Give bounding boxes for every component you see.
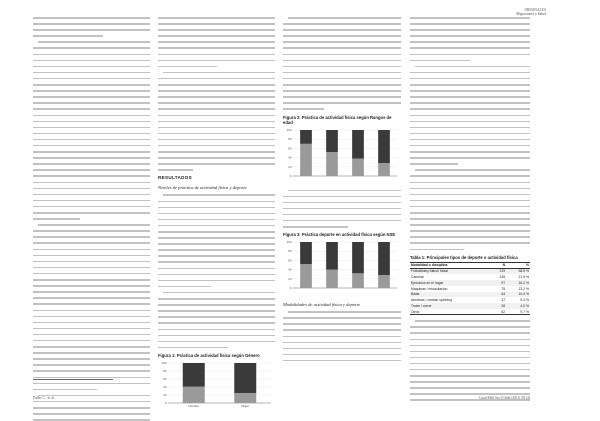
table-cell: 9.7 %: [506, 309, 530, 315]
table-cell: Ejercicios en el hogar: [410, 280, 492, 286]
y-tick-label: 40: [288, 155, 292, 160]
figure-3-chart: [283, 239, 401, 297]
y-tick-label: 80: [288, 249, 292, 254]
table-cell: Trotar / correr: [410, 303, 492, 309]
column-2: [158, 17, 275, 417]
y-tick-label: 40: [163, 384, 167, 389]
bar-segment: [300, 242, 312, 264]
figure-2-svg: [283, 127, 401, 185]
bar-segment: [234, 363, 256, 393]
x-tick-label: Mujer: [241, 403, 250, 408]
figure-3-title: Figura 3: Práctica deporte en actividad física según NSE: [283, 232, 396, 238]
bar-segment: [300, 143, 312, 175]
modalities-table: [410, 262, 530, 316]
bar-segment: [326, 242, 338, 270]
running-head: [516, 8, 546, 17]
table-cell: 97: [492, 280, 507, 286]
bar-segment: [378, 163, 390, 176]
table-cell: 64: [492, 292, 507, 298]
bar-segment: [326, 152, 338, 176]
y-tick-label: 80: [163, 368, 167, 373]
bar-segment: [326, 270, 338, 288]
figure-1-chart: [158, 360, 275, 412]
y-tick-label: 60: [288, 145, 292, 150]
y-tick-label: 60: [163, 376, 167, 381]
journal-section: ORIGINALES: [524, 8, 546, 12]
subsection-2-heading: Modalidades de actividad física y deporte: [283, 302, 361, 308]
bar-segment: [300, 130, 312, 144]
bar-segment: [326, 130, 338, 152]
bar-segment: [183, 386, 205, 402]
table-cell: Bailar: [410, 292, 492, 298]
table-cell: 16.2 %: [506, 280, 530, 286]
figure-3-svg: [283, 239, 401, 297]
table-1-title: Tabla 1: Principales tipos de deporte o actividad física: [410, 254, 518, 260]
y-tick-label: 100: [286, 240, 292, 245]
y-tick-label: 20: [288, 164, 292, 169]
y-tick-label: 0: [164, 400, 167, 405]
table-cell: 75: [501, 286, 506, 291]
bar-segment: [183, 363, 205, 387]
table-cell: Maquinas / musculación: [411, 286, 448, 291]
y-tick-label: 60: [288, 258, 292, 263]
y-tick-label: 80: [288, 136, 292, 141]
footer-authors: Fuller C., et al.: [33, 396, 55, 400]
table-cell: 126: [499, 275, 506, 280]
y-tick-label: 100: [161, 360, 167, 365]
table-cell: 10.4 %: [506, 292, 530, 298]
bar-segment: [352, 273, 364, 288]
bar-segment: [378, 242, 390, 275]
x-tick-label: Hombre: [188, 403, 200, 408]
figure-1-title: Figura 1: Práctica de actividad física según Género: [158, 352, 260, 358]
results-heading: RESULTADOS: [158, 175, 192, 181]
table-cell: 62: [492, 309, 507, 315]
table-cell: 21.9 %: [518, 275, 529, 280]
table-cell: 28: [492, 303, 507, 309]
y-tick-label: 20: [288, 276, 292, 281]
bar-segment: [352, 130, 364, 159]
article-short-title: Migraciones y Salud: [516, 12, 546, 17]
y-tick-label: 0: [289, 286, 292, 291]
y-tick-label: 100: [286, 127, 292, 132]
subsection-heading: Niveles de práctica de actividad física y deporte: [158, 185, 247, 191]
bar-segment: [378, 130, 390, 163]
bar-segment: [300, 264, 312, 288]
table-cell: 37: [501, 298, 506, 303]
table-cell: Fútbol/baby fútbol/ futsal: [410, 268, 492, 274]
figure-2-title: Figura 2: Práctica de actividad física según Rangos de edad: [283, 114, 392, 125]
figure-2-chart: [283, 127, 401, 185]
y-tick-label: 0: [289, 173, 292, 178]
footer-citation: Cuad Méd Soc (Chile) 2018, 58 (4): [478, 396, 530, 400]
table-cell: Otros: [410, 309, 492, 315]
table-cell: 4.0 %: [506, 303, 530, 309]
bar-segment: [352, 242, 364, 273]
table-cell: Caminar: [411, 275, 424, 280]
bar-segment: [378, 275, 390, 288]
table-cell: 38.5 %: [506, 268, 530, 274]
bar-segment: [234, 393, 256, 403]
table-header-modalidad: Modalidad o disciplina: [410, 262, 492, 268]
table-cell: 13.2 %: [518, 286, 529, 291]
y-tick-label: 20: [163, 392, 167, 397]
column-4: [410, 17, 530, 406]
footnote-rule: [33, 379, 113, 380]
table-header-n: N: [492, 262, 507, 268]
table-header-pct: %: [506, 262, 530, 268]
y-tick-label: 40: [288, 267, 292, 272]
figure-1-svg: [158, 360, 275, 412]
bar-segment: [352, 158, 364, 175]
table-cell: Aeróbica / zumba/ spinning: [411, 298, 452, 303]
column-1: [33, 17, 150, 421]
column-3: [283, 17, 401, 366]
table-cell: 219: [492, 268, 507, 274]
table-cell: 5.3 %: [520, 298, 529, 303]
table-row: [410, 309, 530, 315]
